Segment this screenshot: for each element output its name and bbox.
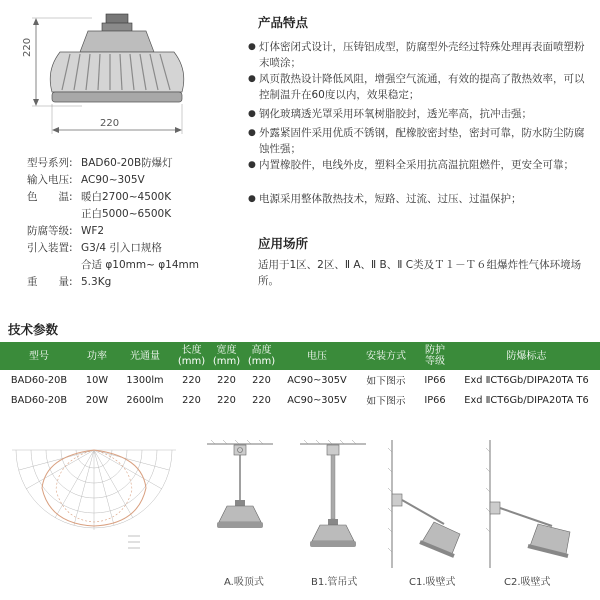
table-cell: Exd ⅡCT6Gb/DIPA20TA T6 xyxy=(464,394,589,406)
feature-item: ● 钢化玻璃透光罩采用环氧树脂胶封，透光率高，抗冲击强； xyxy=(248,108,532,120)
table-cell: 220 xyxy=(252,374,271,386)
table-cell: IP66 xyxy=(424,374,446,386)
feature-item: ● 外露紧固件采用优质不锈钢，配橡胶密封垫，密封可靠，防水防尘防腐蚀性强； xyxy=(248,127,585,155)
table-cell: BAD60-20B xyxy=(10,394,68,406)
spec-row: 正白5000~6500K xyxy=(81,208,172,220)
table-cell: 2600lm xyxy=(126,394,164,406)
params-table xyxy=(0,342,600,410)
col-header: 防爆标志 xyxy=(453,342,600,370)
col-header: 高度 (mm) xyxy=(244,342,279,370)
application-title: 应用场所 xyxy=(258,236,309,251)
install-wall-c2-diagram xyxy=(480,438,590,570)
col-header: 功率 xyxy=(78,342,116,370)
spec-row: 合适 φ10mm~ φ14mm xyxy=(81,259,199,271)
features-title: 产品特点 xyxy=(258,15,309,30)
col-header: 型号 xyxy=(0,342,78,370)
params-title: 技术参数 xyxy=(8,322,59,337)
install-wall-c1-diagram xyxy=(386,438,476,570)
application-text: 适用于1区、2区、Ⅱ A、Ⅱ B、Ⅱ C类及Ｔ１－Ｔ６组爆炸性气体环境场所。 xyxy=(258,259,582,287)
install-caption: A.吸顶式 xyxy=(224,577,264,588)
feature-item: ● 风页散热设计降低风阻，增强空气流通，有效的提高了散热效率，可以控制温升在60度以内，效果稳定； xyxy=(248,73,585,101)
col-header: 防护 等级 xyxy=(417,342,453,370)
table-cell: 20W xyxy=(85,394,109,406)
spec-row: 型号系列: BAD60-20B防爆灯 xyxy=(27,157,173,169)
table-cell: 1300lm xyxy=(126,374,164,386)
col-header: 安装方式 xyxy=(355,342,417,370)
spec-row: 重 量: 5.3Kg xyxy=(27,276,112,288)
light-distribution-diagram xyxy=(6,436,186,568)
feature-item: ● 灯体密闭式设计，压铸铝成型，防腐型外壳经过特殊处理再表面喷塑粉末喷涂； xyxy=(248,41,585,69)
install-caption: C1.吸壁式 xyxy=(409,577,456,588)
table-cell: 如下图示 xyxy=(366,396,406,407)
col-header: 长度 (mm) xyxy=(174,342,209,370)
install-caption: B1.管吊式 xyxy=(311,577,358,588)
spec-row: 色 温: 暖白2700~4500K xyxy=(27,191,172,203)
table-cell: AC90~305V xyxy=(287,394,347,406)
feature-item: ● 电源采用整体散热技术，短路、过流、过压、过温保护； xyxy=(248,193,522,205)
table-header-row xyxy=(0,342,600,370)
table-cell: 220 xyxy=(217,374,236,386)
table-cell: AC90~305V xyxy=(287,374,347,386)
spec-row: 输入电压: AC90~305V xyxy=(27,174,145,186)
table-cell: IP66 xyxy=(424,394,446,406)
install-pendant-diagram xyxy=(298,438,368,570)
table-cell: 220 xyxy=(217,394,236,406)
table-cell: BAD60-20B xyxy=(10,374,68,386)
table-row xyxy=(0,390,600,410)
col-header: 电压 xyxy=(279,342,355,370)
table-cell: 10W xyxy=(85,374,109,386)
table-cell: 如下图示 xyxy=(366,376,406,387)
install-caption: C2.吸壁式 xyxy=(504,577,551,588)
spec-row: 防腐等级: WF2 xyxy=(27,225,105,237)
spec-row: 引入装置: G3/4 引入口规格 xyxy=(27,242,162,254)
table-cell: 220 xyxy=(182,394,201,406)
feature-item: ● 内置橡胶件，电线外皮，塑料全采用抗高温抗阻燃件，更安全可靠； xyxy=(248,159,574,171)
table-row xyxy=(0,370,600,390)
table-cell: 220 xyxy=(252,394,271,406)
install-ceiling-diagram xyxy=(205,438,275,570)
col-header: 光通量 xyxy=(116,342,174,370)
col-header: 宽度 (mm) xyxy=(209,342,244,370)
table-cell: Exd ⅡCT6Gb/DIPA20TA T6 xyxy=(464,374,589,386)
height-dimension-label: 220 xyxy=(22,37,33,57)
table-cell: 220 xyxy=(182,374,201,386)
width-dimension-label: 220 xyxy=(100,118,120,129)
